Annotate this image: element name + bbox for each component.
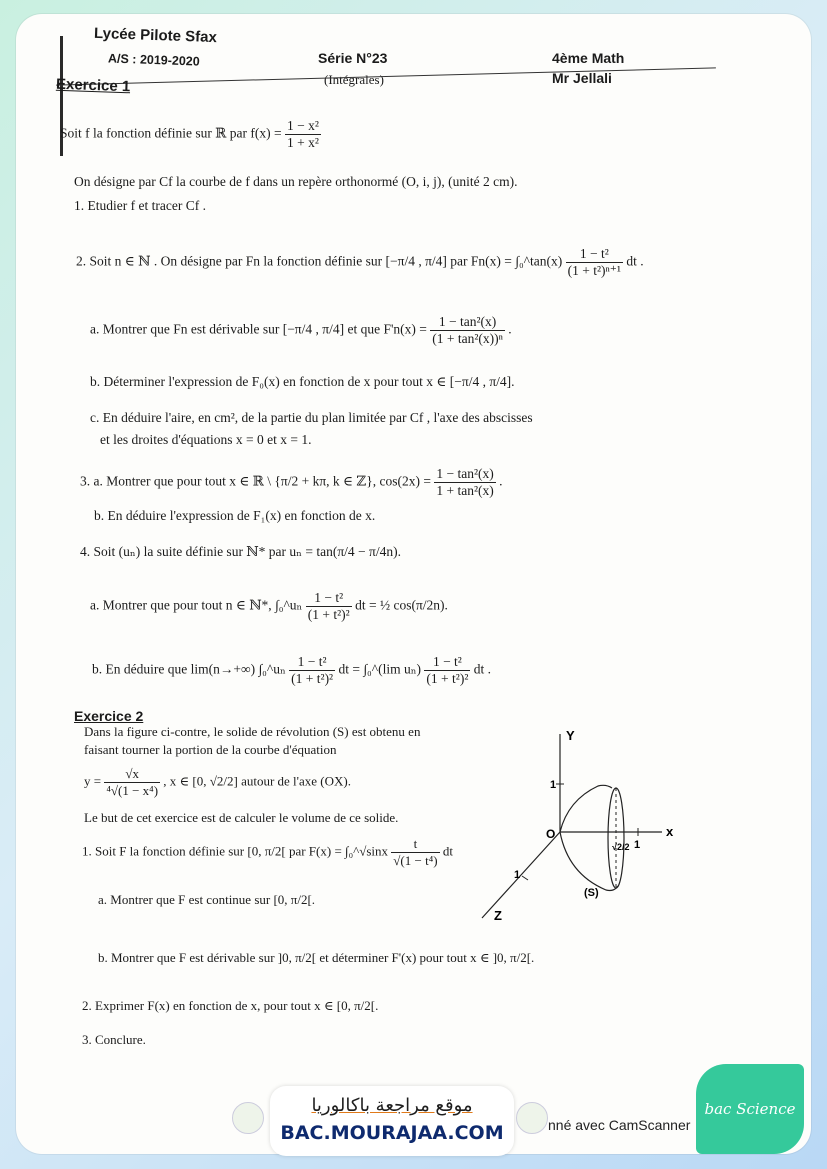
x-unit-label: 1 — [634, 839, 641, 851]
header-rule — [56, 67, 716, 85]
right-logo-icon — [516, 1102, 548, 1134]
ex1-q4b: b. En déduire que lim(n→+∞) ∫₀^uₙ $\frac{\text{1 − t²}}{\text{(1 + t²)²}}$ dt = ∫₀^(lim uₙ) $\frac{\text{1 − t²}}{\text{(1 + t²)²}}$ dt . — [92, 654, 492, 686]
ex1-intro: Soit f la fonction définie sur ℝ par f(x) = $\frac{\text{1 − x²}}{\text{1 + x²}}$ — [60, 118, 319, 150]
teacher-name: Mr Jellali — [552, 70, 612, 86]
origin-label: O — [546, 827, 556, 841]
series-title: Série N°23 — [318, 50, 388, 66]
upper-profile-curve — [560, 785, 612, 832]
ex2-q1: 1. Soit F la fonction définie sur [0, π/2[ par F(x) = ∫₀^√sinx $\frac{t}{\text{√(1 − t⁴)}}$ dt — [82, 836, 453, 868]
ex1-q2c-line1: c. En déduire l'aire, en cm², de la partie du plan limitée par Cf , l'axe des abscisses — [90, 410, 533, 425]
ex1-q4: 4. Soit (uₙ) la suite définie sur ℕ* par uₙ = tan(π/4 − π/4n). — [80, 544, 401, 559]
z-unit-tick — [522, 876, 528, 880]
ex1-q2b: b. Déterminer l'expression de F₀(x) en fonction de x pour tout x ∈ [−π/4 , π/4]. — [90, 374, 515, 389]
ex2-q2: 2. Exprimer F(x) en fonction de x, pour tout x ∈ [0, π/2[. — [82, 998, 379, 1013]
school-name: Lycée Pilote Sfax — [93, 24, 218, 47]
class-level: 4ème Math — [552, 50, 625, 66]
camscanner-watermark: nné avec CamScanner — [548, 1117, 691, 1133]
exercise2-title: Exercice 2 — [74, 708, 144, 724]
site-banner[interactable] — [270, 1086, 514, 1156]
ex2-q1b: b. Montrer que F est dérivable sur ]0, π/2[ et déterminer F'(x) pour tout x ∈ ]0, π/2[. — [98, 950, 535, 965]
site-url[interactable]: BAC.MOURAJAA.COM — [280, 1122, 504, 1144]
solid-of-revolution-figure — [466, 714, 696, 924]
x-axis-label: x — [666, 824, 674, 839]
z-axis — [482, 832, 560, 918]
y-axis-label: Y — [566, 728, 575, 743]
bac-science-badge: bac Science — [696, 1064, 804, 1154]
ex2-line2: faisant tourner la portion de la courbe d'équation — [84, 742, 337, 757]
exam-sheet — [16, 14, 811, 1154]
ex2-line1: Dans la figure ci-contre, le solide de révolution (S) est obtenu en — [84, 724, 421, 739]
ex1-q1: 1. Etudier f et tracer Cf . — [74, 198, 206, 213]
ex2-q3: 3. Conclure. — [82, 1032, 146, 1047]
z-unit-label: 1 — [514, 869, 521, 881]
site-name-arabic: موقع مراجعة باكالوريا — [311, 1095, 473, 1116]
sqrt2-over-2-label: √2/2 — [612, 842, 630, 852]
ex1-q2c-line2: et les droites d'équations x = 0 et x = 1. — [100, 432, 312, 447]
series-subject: (Intégrales) — [324, 72, 384, 87]
z-axis-label: Z — [494, 908, 502, 923]
solid-label: (S) — [584, 887, 599, 899]
y-unit-label: 1 — [550, 779, 557, 791]
left-logo-icon — [232, 1102, 264, 1134]
ex1-q2: 2. Soit n ∈ ℕ . On désigne par Fn la fonction définie sur [−π/4 , π/4] par Fn(x) = ∫₀^tan(x) $\frac{\text{1 − t²}}{\text{(1 + t²)ⁿ⁺¹}}$ dt . — [76, 246, 644, 278]
ex2-q1a: a. Montrer que F est continue sur [0, π/2[. — [98, 892, 316, 907]
ex1-q3a: 3. a. Montrer que pour tout x ∈ ℝ \ {π/2 + kπ, k ∈ ℤ}, cos(2x) = $\frac{\text{1 − tan²(x)}}{\text{1 + tan²(x)}}$ . — [80, 466, 503, 498]
ex2-goal: Le but de cet exercice est de calculer le volume de ce solide. — [84, 810, 399, 825]
ex1-q4a: a. Montrer que pour tout n ∈ ℕ*, ∫₀^uₙ $\frac{\text{1 − t²}}{\text{(1 + t²)²}}$ dt = ½ cos(π/2n). — [90, 590, 448, 622]
ex1-q3b: b. En déduire l'expression de F₁(x) en fonction de x. — [94, 508, 376, 523]
ex1-curve-def: On désigne par Cf la courbe de f dans un repère orthonormé (O, i, j), (unité 2 cm). — [74, 174, 518, 189]
ex2-equation: y = $\frac{√x}{\text{⁴√(1 − x⁴)}}$ , x ∈ [0, √2/2] autour de l'axe (OX). — [84, 766, 351, 798]
school-year: A/S : 2019-2020 — [107, 51, 200, 69]
exercise1-title: Exercice 1 — [55, 75, 131, 96]
ex1-q2a: a. Montrer que Fn est dérivable sur [−π/4 , π/4] et que F'n(x) = $\frac{\text{1 − tan²(x)}}{\text{(1 + tan²(x))ⁿ}}$ . — [90, 314, 512, 346]
